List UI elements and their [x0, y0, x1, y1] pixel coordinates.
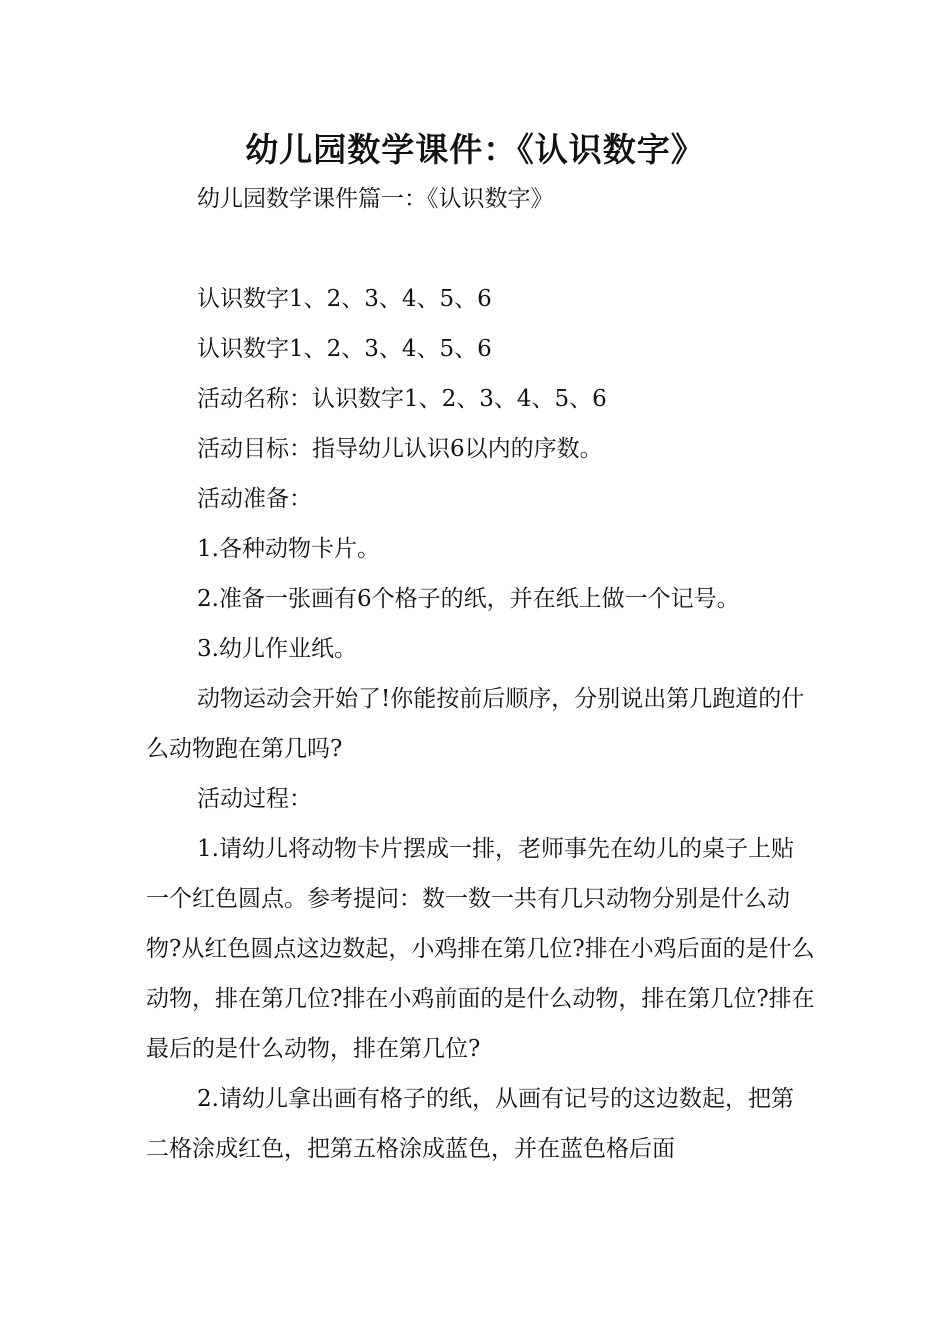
- blank-line: [146, 224, 816, 274]
- subtitle-line: 幼儿园数学课件篇一：《认识数字》: [197, 186, 554, 212]
- paragraph: 认识数字1、2、3、4、5、6: [197, 286, 492, 312]
- paragraph: 3.幼儿作业纸。: [197, 636, 357, 662]
- paragraph: 2.请幼儿拿出画有格子的纸，从画有记号的这边数起，把第二格涂成红色，把第五格涂成蓝色，并在蓝色格后面: [146, 1086, 794, 1162]
- paragraph: 1.请幼儿将动物卡片摆成一排，老师事先在幼儿的桌子上贴一个红色圆点。参考提问：数一数一共有几只动物分别是什么动物?从红色圆点这边数起，小鸡排在第几位?排在小鸡后面的是什么动物，排在第几位?排在小鸡前面的是什么动物，排在第几位?排在最后的是什么动物，排在第几位?: [146, 836, 815, 1062]
- paragraph: 2.准备一张画有6个格子的纸，并在纸上做一个记号。: [197, 586, 740, 612]
- document-title: 幼儿园数学课件：《认识数字》: [245, 130, 705, 169]
- paragraph: 认识数字1、2、3、4、5、6: [197, 336, 492, 362]
- paragraph: 活动过程：: [197, 786, 312, 812]
- paragraph: 动物运动会开始了!你能按前后顺序，分别说出第几跑道的什么动物跑在第几吗?: [146, 686, 805, 762]
- paragraph: 1.各种动物卡片。: [197, 536, 380, 562]
- paragraph: 活动准备：: [197, 486, 312, 512]
- paragraph: 活动目标：指导幼儿认识6以内的序数。: [197, 436, 603, 462]
- paragraph: 活动名称：认识数字1、2、3、4、5、6: [197, 386, 607, 412]
- document-body: [146, 174, 816, 1174]
